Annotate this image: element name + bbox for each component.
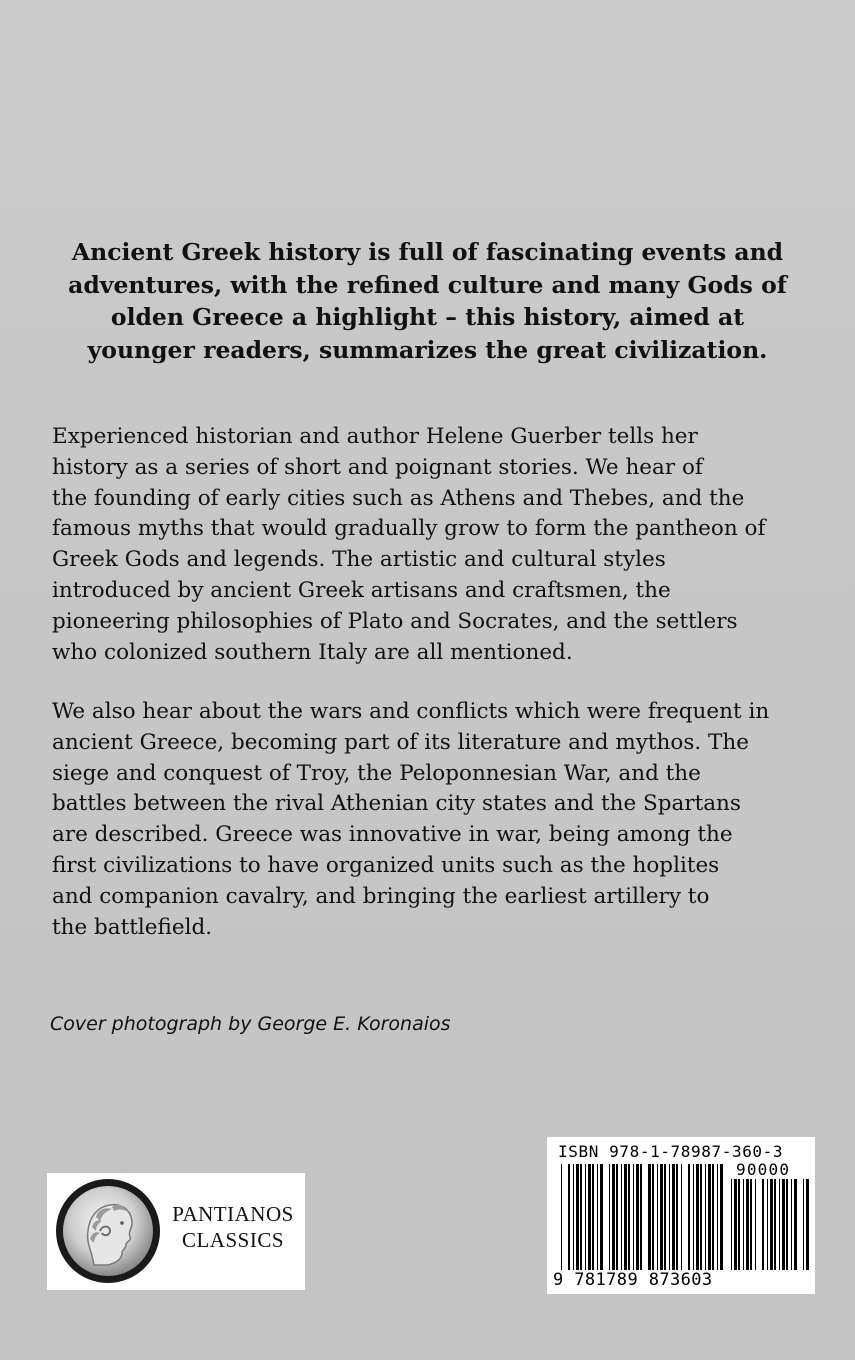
- addon-barcode-bar: [786, 1179, 788, 1270]
- barcode-bar: [693, 1164, 694, 1270]
- addon-barcode-bar: [803, 1179, 804, 1270]
- price-code: 90000: [736, 1160, 791, 1179]
- barcode-bar: [676, 1164, 678, 1270]
- barcode-bar: [712, 1164, 714, 1270]
- barcode-bar: [657, 1164, 658, 1270]
- barcode-bar: [688, 1164, 690, 1270]
- addon-barcode-bar: [738, 1179, 740, 1270]
- addon-barcode-bar: [794, 1179, 797, 1270]
- photo-credit: Cover photograph by George E. Koronaios: [50, 1013, 451, 1035]
- description-paragraph-1: Experienced historian and author Helene Guerber tells her history as a series of short and poignant stories. We hear of the founding of early cities such as Athens and Thebes, and the famous myths that would gradually grow to form the pantheon of Greek Gods and legends. The artistic and cultural styles introduced by ancient Greek artisans and craftsmen, the pioneering philosophies of Plato and Socrates, and the settlers who colonized southern Italy are all mentioned.: [52, 424, 766, 665]
- addon-barcode-bar: [750, 1179, 752, 1270]
- addon-barcode-bar: [767, 1179, 768, 1270]
- addon-barcode-bar: [755, 1179, 756, 1270]
- publisher-name: [167, 1201, 299, 1253]
- barcode-bar: [616, 1164, 618, 1270]
- barcode-bar: [588, 1164, 591, 1270]
- addon-barcode-bar: [762, 1179, 764, 1270]
- isbn-label: ISBN 978-1-78987-360-3: [558, 1142, 784, 1161]
- addon-barcode-bar: [746, 1179, 749, 1270]
- barcode-digits: 9 781789 873603: [553, 1270, 713, 1290]
- barcode-bar: [600, 1164, 603, 1270]
- isbn-barcode: [547, 1137, 815, 1294]
- addon-barcode-bar: [731, 1179, 732, 1270]
- barcode-bar: [660, 1164, 663, 1270]
- barcode-bar: [640, 1164, 642, 1270]
- barcode-bar: [696, 1164, 699, 1270]
- barcode-bar: [705, 1164, 706, 1270]
- barcode-bar: [669, 1164, 670, 1270]
- publisher-logo: [47, 1173, 305, 1290]
- barcode-bar: [573, 1164, 574, 1270]
- cover-blurb: Ancient Greek history is full of fascinating events and adventures, with the refined culture and many Gods of olden Greece a highlight – this history, aimed at younger readers, summarizes the great civilization.: [68, 238, 787, 364]
- barcode-bar: [628, 1164, 630, 1270]
- publisher-name-line-2: CLASSICS: [181, 1228, 285, 1252]
- addon-barcode-bar: [734, 1179, 737, 1270]
- addon-barcode-bar: [743, 1179, 744, 1270]
- barcode-bar: [609, 1164, 610, 1270]
- barcode-bar: [681, 1164, 682, 1270]
- barcode-bar: [636, 1164, 639, 1270]
- barcode-bar: [708, 1164, 711, 1270]
- barcode-bar: [648, 1164, 651, 1270]
- addon-barcode-bar: [774, 1179, 776, 1270]
- barcode-bar: [585, 1164, 586, 1270]
- addon-barcode-bar: [770, 1179, 773, 1270]
- barcode-bar: [568, 1164, 570, 1270]
- addon-barcode-bar: [791, 1179, 792, 1270]
- barcode-bar: [624, 1164, 627, 1270]
- barcode-bar: [700, 1164, 702, 1270]
- greek-coin-portrait-icon: [56, 1179, 160, 1283]
- addon-barcode-bar: [782, 1179, 785, 1270]
- barcode-bar: [592, 1164, 594, 1270]
- barcode-bar: [717, 1164, 718, 1270]
- barcode-bar: [672, 1164, 675, 1270]
- barcode-bar: [580, 1164, 582, 1270]
- publisher-name-line-1: PANTIANOS: [172, 1202, 294, 1226]
- barcode-bar: [664, 1164, 666, 1270]
- barcode-bar: [720, 1164, 723, 1270]
- barcode-bar: [612, 1164, 615, 1270]
- barcode-bar: [561, 1164, 562, 1270]
- barcode-bar: [621, 1164, 622, 1270]
- description-paragraph-2: We also hear about the wars and conflicts which were frequent in ancient Greece, becoming part of its literature and mythos. The siege and conquest of Troy, the Peloponnesian War, and the battles between the rival Athenian city states and the Spartans are described. Greece was innovative in war, being among the first civilizations to have organized units such as the hoplites and companion cavalry, and bringing the earliest artillery to the battlefield.: [52, 699, 770, 940]
- barcode-bar: [633, 1164, 634, 1270]
- addon-barcode-bar: [806, 1179, 809, 1270]
- barcode-bar: [576, 1164, 579, 1270]
- addon-barcode-bar: [779, 1179, 780, 1270]
- barcode-bar: [652, 1164, 654, 1270]
- barcode-bar: [597, 1164, 598, 1270]
